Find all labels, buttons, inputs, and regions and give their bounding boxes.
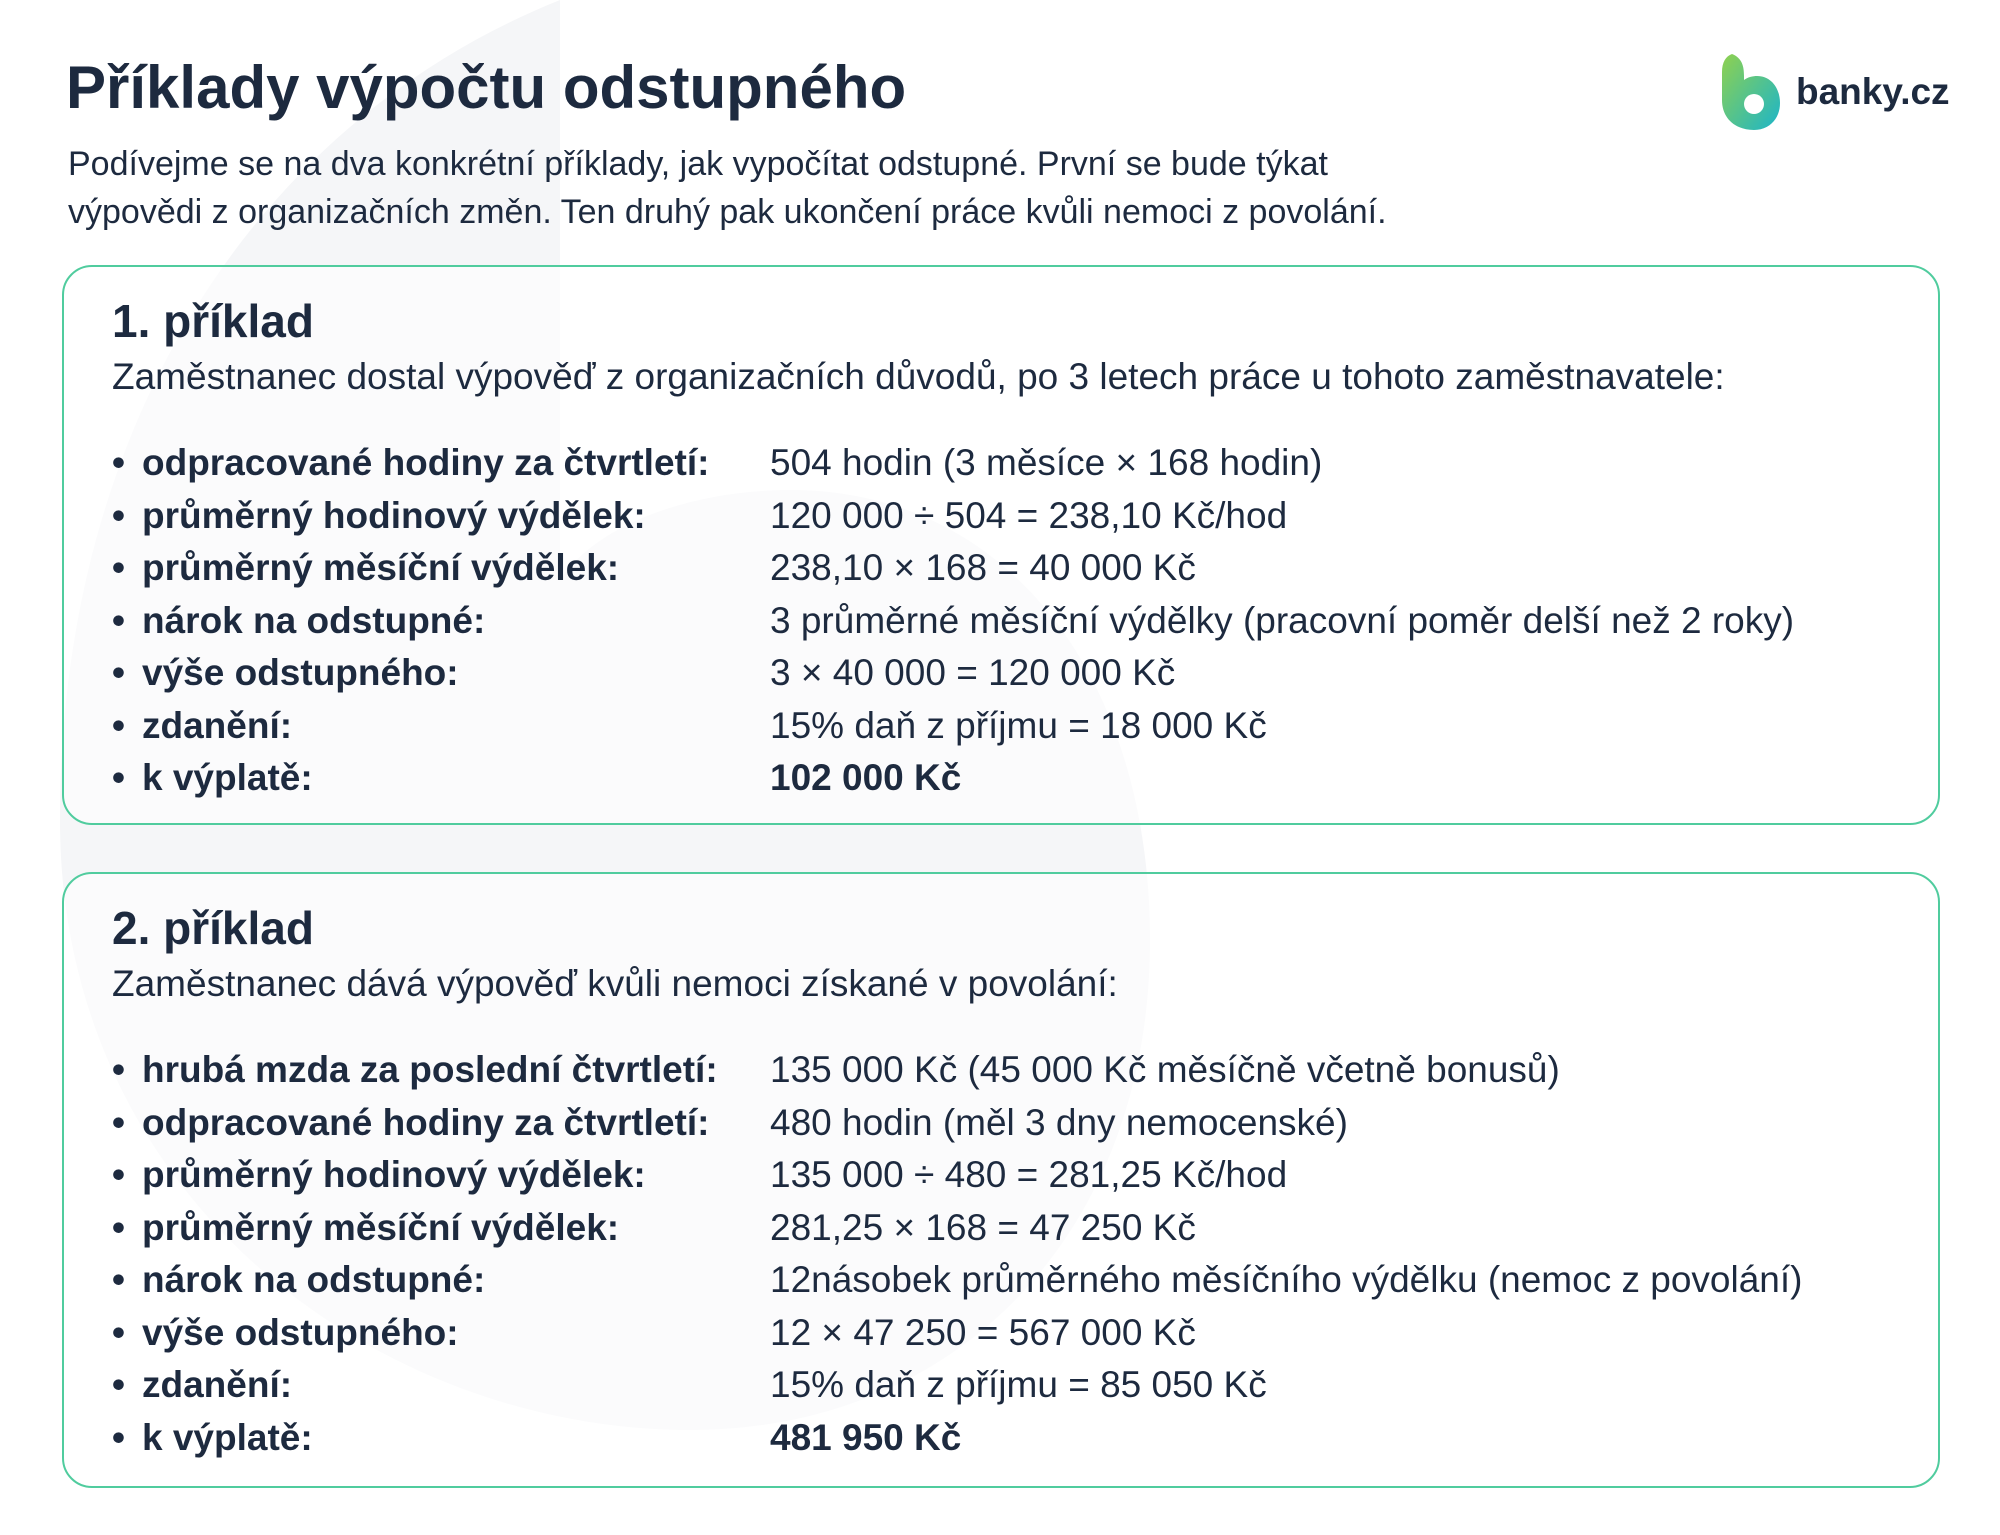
- list-item: [112, 595, 1894, 648]
- list-item: [112, 647, 1894, 700]
- list-item: [112, 1202, 1894, 1255]
- example-card-1: [62, 265, 1940, 825]
- list-item: [112, 700, 1894, 753]
- bullet-icon: •: [112, 1049, 125, 1090]
- list-item: [112, 490, 1894, 543]
- item-value: 3 × 40 000 = 120 000 Kč: [770, 652, 1176, 693]
- bullet-icon: •: [112, 704, 125, 746]
- item-label: průměrný hodinový výdělek:: [142, 494, 646, 536]
- list-item: [112, 752, 1894, 805]
- item-value: 15% daň z příjmu = 18 000 Kč: [770, 704, 1267, 746]
- item-label: výše odstupného:: [142, 652, 459, 693]
- item-value: 281,25 × 168 = 47 250 Kč: [770, 1206, 1196, 1248]
- brand-name: banky.cz: [1796, 71, 1950, 112]
- example-list: [112, 437, 1894, 805]
- intro-text: [68, 140, 1628, 236]
- item-label: nárok na odstupné:: [142, 1259, 486, 1300]
- banky-logo-icon: [1720, 52, 1782, 132]
- bullet-icon: •: [112, 547, 125, 588]
- bullet-icon: •: [112, 757, 125, 798]
- item-label: nárok na odstupné:: [142, 599, 486, 641]
- payout-value: 102 000 Kč: [770, 757, 962, 798]
- item-label: výše odstupného:: [142, 1311, 459, 1353]
- list-item: [112, 1097, 1894, 1150]
- page-title: Příklady výpočtu odstupného: [66, 54, 907, 121]
- intro-line-2: výpovědi z organizačních změn. Ten druhý pak ukončení práce kvůli nemoci z povolání.: [68, 193, 1387, 231]
- list-item: [112, 542, 1894, 595]
- list-item: [112, 1412, 1894, 1465]
- list-item: [112, 1254, 1894, 1307]
- item-value: 15% daň z příjmu = 85 050 Kč: [770, 1364, 1267, 1405]
- bullet-icon: •: [112, 1311, 125, 1353]
- list-item: [112, 1044, 1894, 1097]
- bullet-icon: •: [112, 1259, 125, 1300]
- example-list: [112, 1044, 1894, 1464]
- item-label: hrubá mzda za poslední čtvrtletí:: [142, 1049, 718, 1090]
- item-label: průměrný měsíční výdělek:: [142, 1206, 620, 1248]
- item-label: průměrný měsíční výdělek:: [142, 547, 620, 588]
- item-label: zdanění:: [142, 1364, 293, 1405]
- bullet-icon: •: [112, 1154, 125, 1195]
- item-value: 135 000 Kč (45 000 Kč měsíčně včetně bonusů): [770, 1049, 1560, 1090]
- item-value: 120 000 ÷ 504 = 238,10 Kč/hod: [770, 494, 1288, 536]
- item-value: 12 × 47 250 = 567 000 Kč: [770, 1311, 1196, 1353]
- bullet-icon: •: [112, 494, 125, 536]
- list-item: [112, 1359, 1894, 1412]
- bullet-icon: •: [112, 1206, 125, 1248]
- item-value: 238,10 × 168 = 40 000 Kč: [770, 547, 1196, 588]
- intro-line-1: Podívejme se na dva konkrétní příklady, jak vypočítat odstupné. První se bude týkat: [68, 145, 1328, 183]
- bullet-icon: •: [112, 1364, 125, 1405]
- example-title: 2. příklad: [112, 902, 314, 954]
- item-value: 135 000 ÷ 480 = 281,25 Kč/hod: [770, 1154, 1288, 1195]
- item-label: odpracované hodiny za čtvrtletí:: [142, 1101, 710, 1143]
- item-label: odpracované hodiny za čtvrtletí:: [142, 442, 710, 483]
- item-value: 480 hodin (měl 3 dny nemocenské): [770, 1101, 1348, 1143]
- payout-value: 481 950 Kč: [770, 1416, 962, 1458]
- item-value: 504 hodin (3 měsíce × 168 hodin): [770, 442, 1323, 483]
- list-item: [112, 1149, 1894, 1202]
- bullet-icon: •: [112, 1416, 125, 1458]
- item-value: 3 průměrné měsíční výdělky (pracovní poměr delší než 2 roky): [770, 599, 1795, 641]
- example-title: 1. příklad: [112, 295, 314, 347]
- bullet-icon: •: [112, 1101, 125, 1143]
- item-value: 12násobek průměrného měsíčního výdělku (nemoc z povolání): [770, 1259, 1803, 1300]
- item-label: zdanění:: [142, 704, 293, 746]
- brand-logo[interactable]: [1720, 52, 1950, 132]
- example-description: Zaměstnanec dostal výpověď z organizačních důvodů, po 3 letech práce u tohoto zaměstnavatele:: [112, 356, 1725, 397]
- item-label: průměrný hodinový výdělek:: [142, 1154, 646, 1195]
- item-label: k výplatě:: [142, 757, 313, 798]
- example-description: Zaměstnanec dává výpověď kvůli nemoci získané v povolání:: [112, 963, 1118, 1004]
- bullet-icon: •: [112, 652, 125, 693]
- list-item: [112, 1307, 1894, 1360]
- bullet-icon: •: [112, 442, 125, 483]
- example-card-2: [62, 872, 1940, 1488]
- bullet-icon: •: [112, 599, 125, 641]
- item-label: k výplatě:: [142, 1416, 313, 1458]
- list-item: [112, 437, 1894, 490]
